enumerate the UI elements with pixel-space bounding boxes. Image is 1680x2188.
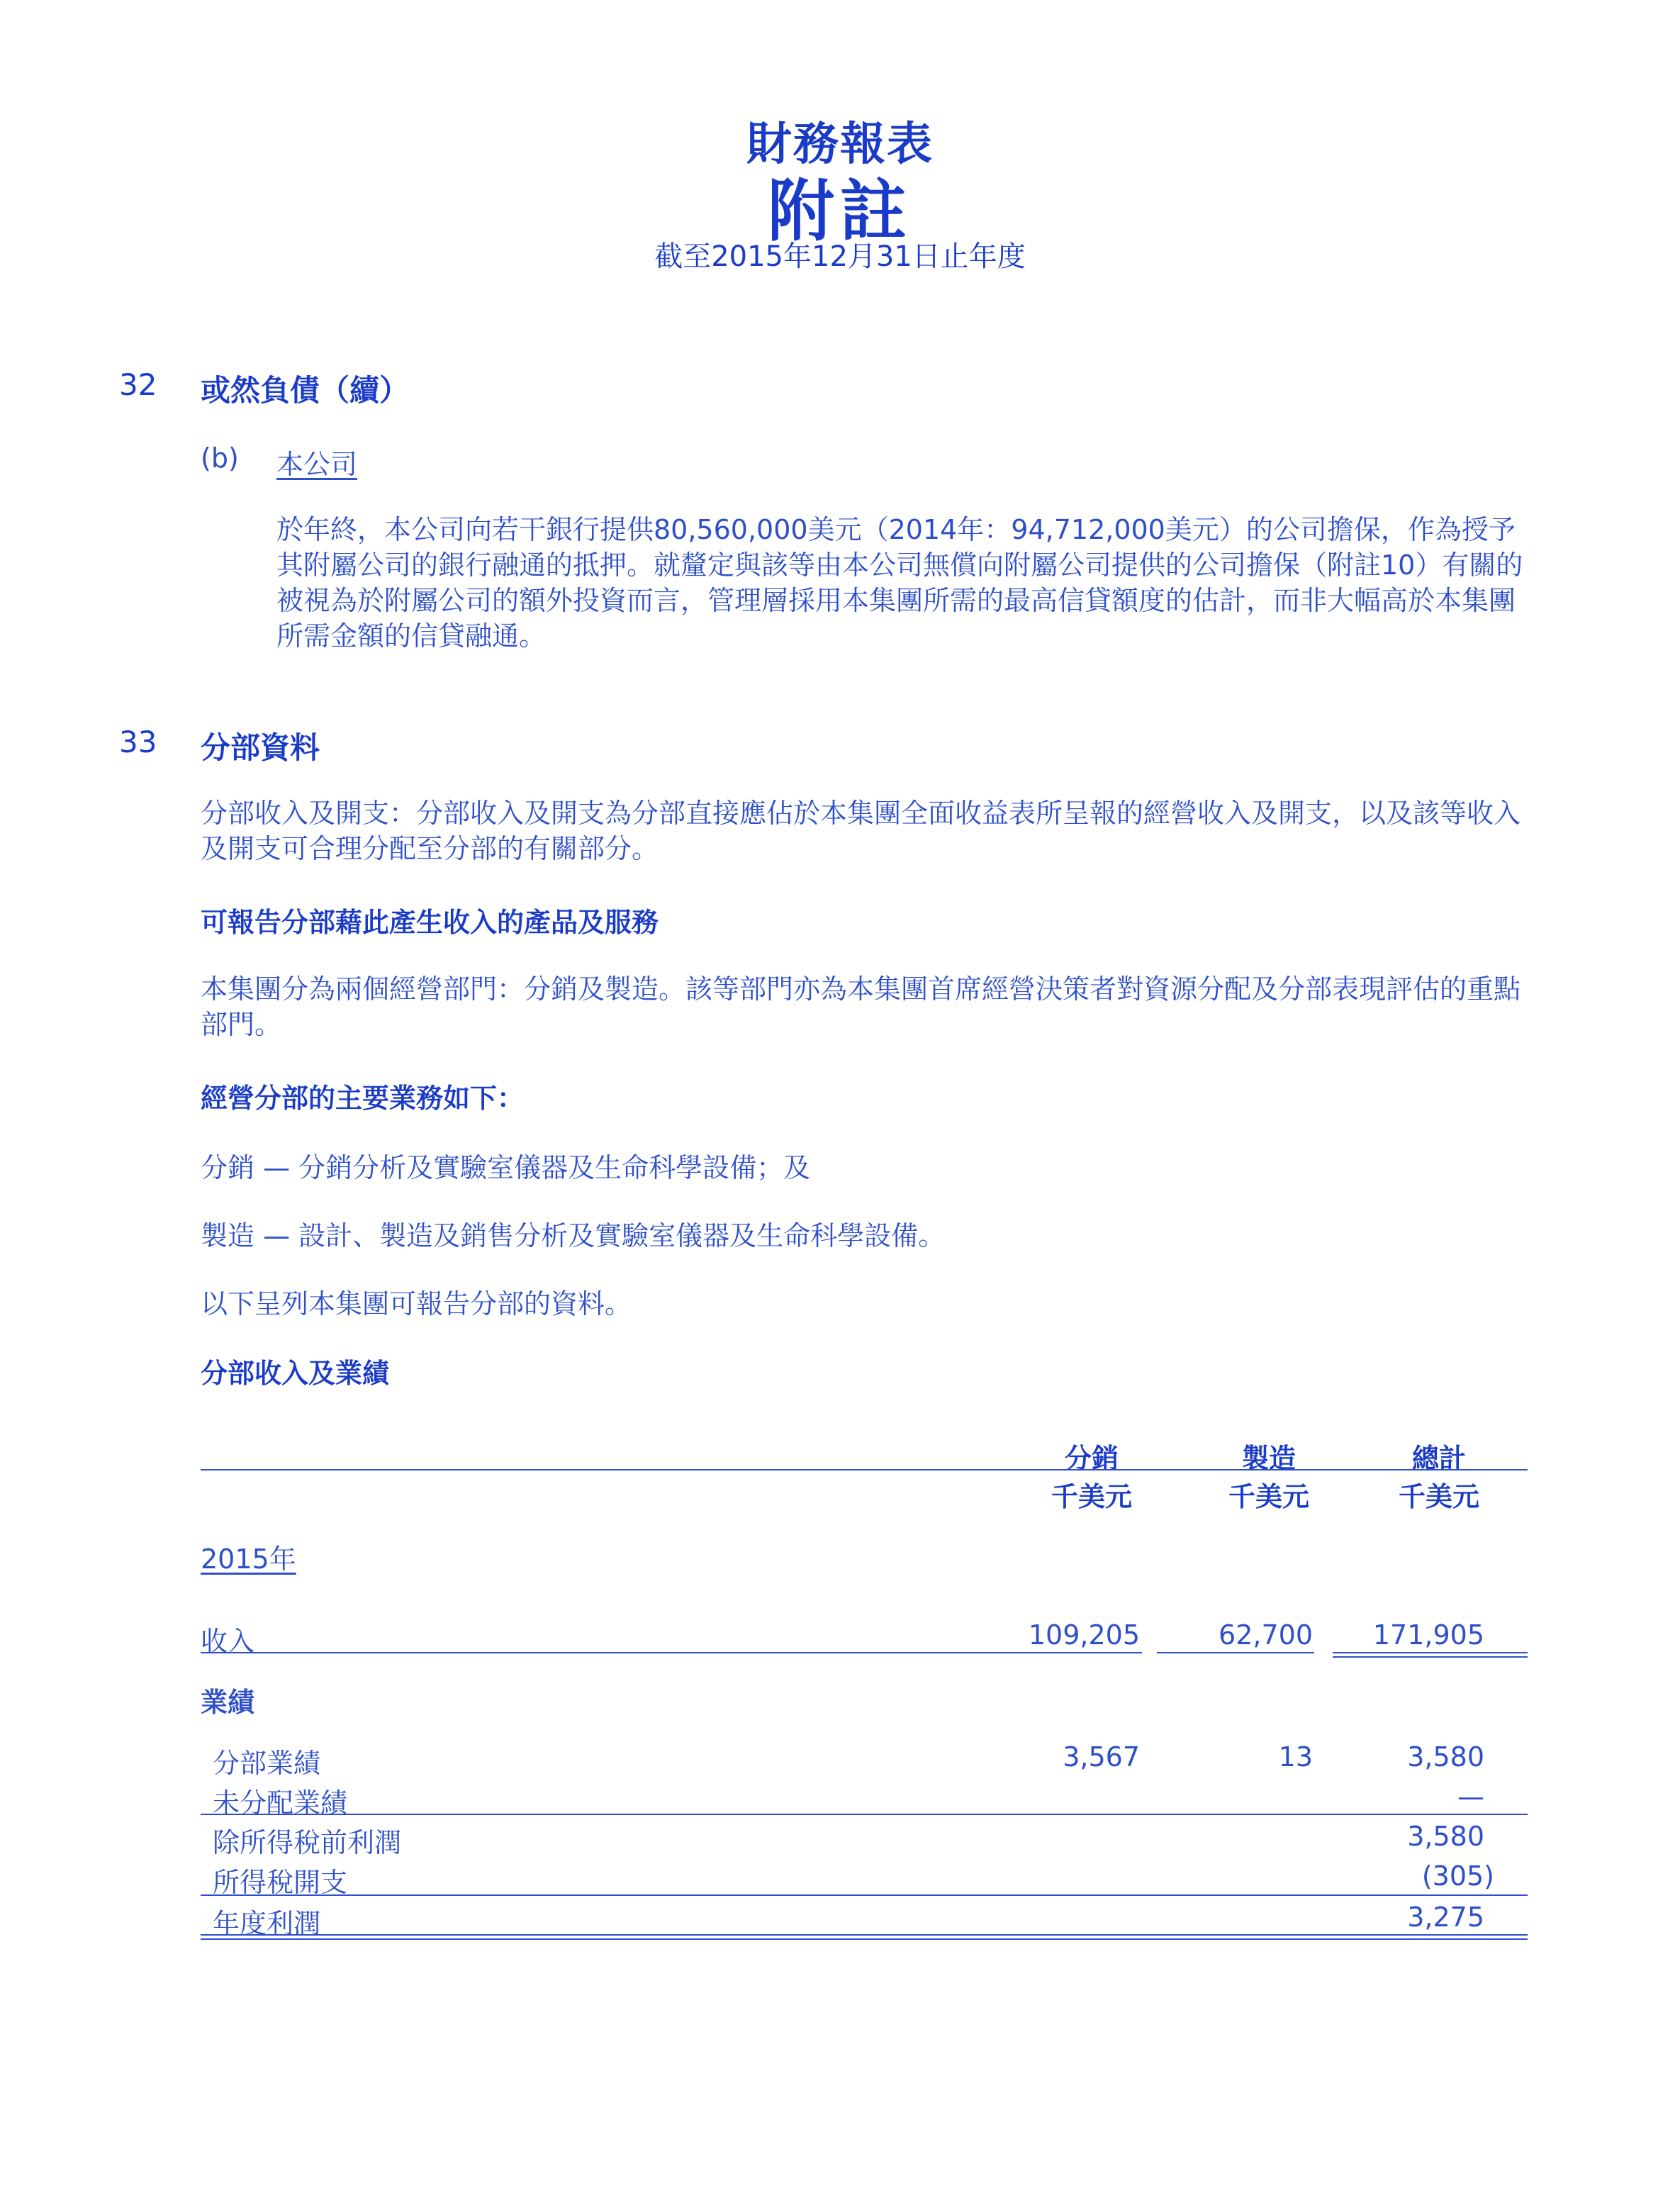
subtotal-rule <box>201 1814 1528 1815</box>
section-number-33: 33 <box>119 725 157 759</box>
segment-intro-paragraph: 分部收入及開支：分部收入及開支為分部直接應佔於本集團全面收益表所呈報的經營收入及開支，以及該等收入及開支可合理分配至分部的有關部分。 <box>201 798 1521 864</box>
activities-heading: 經營分部的主要業務如下： <box>201 1083 525 1114</box>
revenue-double-rule-total <box>1333 1656 1528 1658</box>
manufacturing-item: 製造 — 設計、製造及銷售分析及實驗室儀器及生命科學設備。 <box>201 1220 946 1251</box>
revenue-rule-total <box>1333 1652 1528 1653</box>
results-label: 業績 <box>201 1687 255 1718</box>
unit-distribution: 千美元 <box>1051 1481 1132 1512</box>
column-header-distribution: 分銷 <box>1064 1443 1119 1474</box>
profit-before-tax-total: 3,580 <box>1407 1821 1484 1852</box>
products-heading: 可報告分部藉此產生收入的產品及服務 <box>201 907 659 938</box>
segment-results-label: 分部業績 <box>213 1748 321 1779</box>
segment-results-total: 3,580 <box>1407 1741 1484 1773</box>
reportable-segments-note: 以下呈列本集團可報告分部的資料。 <box>201 1288 632 1319</box>
profit-before-tax-label: 除所得稅前利潤 <box>213 1827 402 1858</box>
unit-total: 千美元 <box>1398 1481 1479 1512</box>
revenue-rule-distribution <box>1043 1652 1142 1653</box>
subsection-label: (b) <box>201 442 239 474</box>
final-rule-2 <box>201 1938 1528 1940</box>
unit-manufacturing: 千美元 <box>1228 1481 1309 1512</box>
final-rule-1 <box>201 1934 1528 1936</box>
unallocated-label: 未分配業績 <box>213 1787 348 1819</box>
results-heading: 分部收入及業績 <box>201 1358 390 1389</box>
segment-results-manufacturing: 13 <box>1278 1741 1313 1773</box>
revenue-label: 收入 <box>201 1626 255 1657</box>
report-title: 財務報表 <box>746 118 934 171</box>
guarantee-paragraph: 於年終，本公司向若干銀行提供80,560,000美元（2014年：94,712,000美元）的公司擔保，作為授予其附屬公司的銀行融通的抵押。就釐定與該等由本公司無償向附屬公司提供的公司擔保（附註10）有關的被視為於附屬公司的額外投資而言，管理層採用本集團所需的最高信貸額度的估計，而非大幅高於本集團所需金額的信貸融通。 <box>276 514 1523 652</box>
distribution-item: 分銷 — 分銷分析及實驗室儀器及生命科學設備；及 <box>201 1152 811 1183</box>
header-rule <box>201 1469 1528 1470</box>
income-tax-total: (305) <box>1421 1860 1494 1892</box>
segments-paragraph: 本集團分為兩個經營部門：分銷及製造。該等部門亦為本集團首席經營決策者對資源分配及分部表現評估的重點部門。 <box>201 973 1521 1040</box>
notes-title: 附註 <box>767 173 912 250</box>
section-number-32: 32 <box>119 367 157 402</box>
profit-for-year-label: 年度利潤 <box>213 1908 321 1939</box>
revenue-manufacturing: 62,700 <box>1219 1619 1313 1651</box>
revenue-rule-label <box>201 1652 1043 1653</box>
year-label: 2015年 <box>201 1544 296 1575</box>
revenue-distribution: 109,205 <box>1028 1619 1140 1651</box>
revenue-rule-manufacturing <box>1157 1652 1314 1653</box>
section-title-32: 或然負債（續） <box>201 373 410 408</box>
section-title-33: 分部資料 <box>201 730 320 765</box>
segment-results-distribution: 3,567 <box>1063 1741 1140 1773</box>
income-tax-label: 所得稅開支 <box>213 1867 348 1898</box>
profit-for-year-total: 3,275 <box>1407 1902 1484 1933</box>
tax-rule <box>201 1894 1528 1896</box>
unallocated-total: — <box>1457 1781 1484 1812</box>
subsection-title: 本公司 <box>276 449 358 480</box>
period-label: 截至2015年12月31日止年度 <box>654 240 1026 273</box>
revenue-total: 171,905 <box>1372 1619 1484 1651</box>
column-header-manufacturing: 製造 <box>1241 1443 1296 1474</box>
column-header-total: 總計 <box>1411 1443 1466 1474</box>
